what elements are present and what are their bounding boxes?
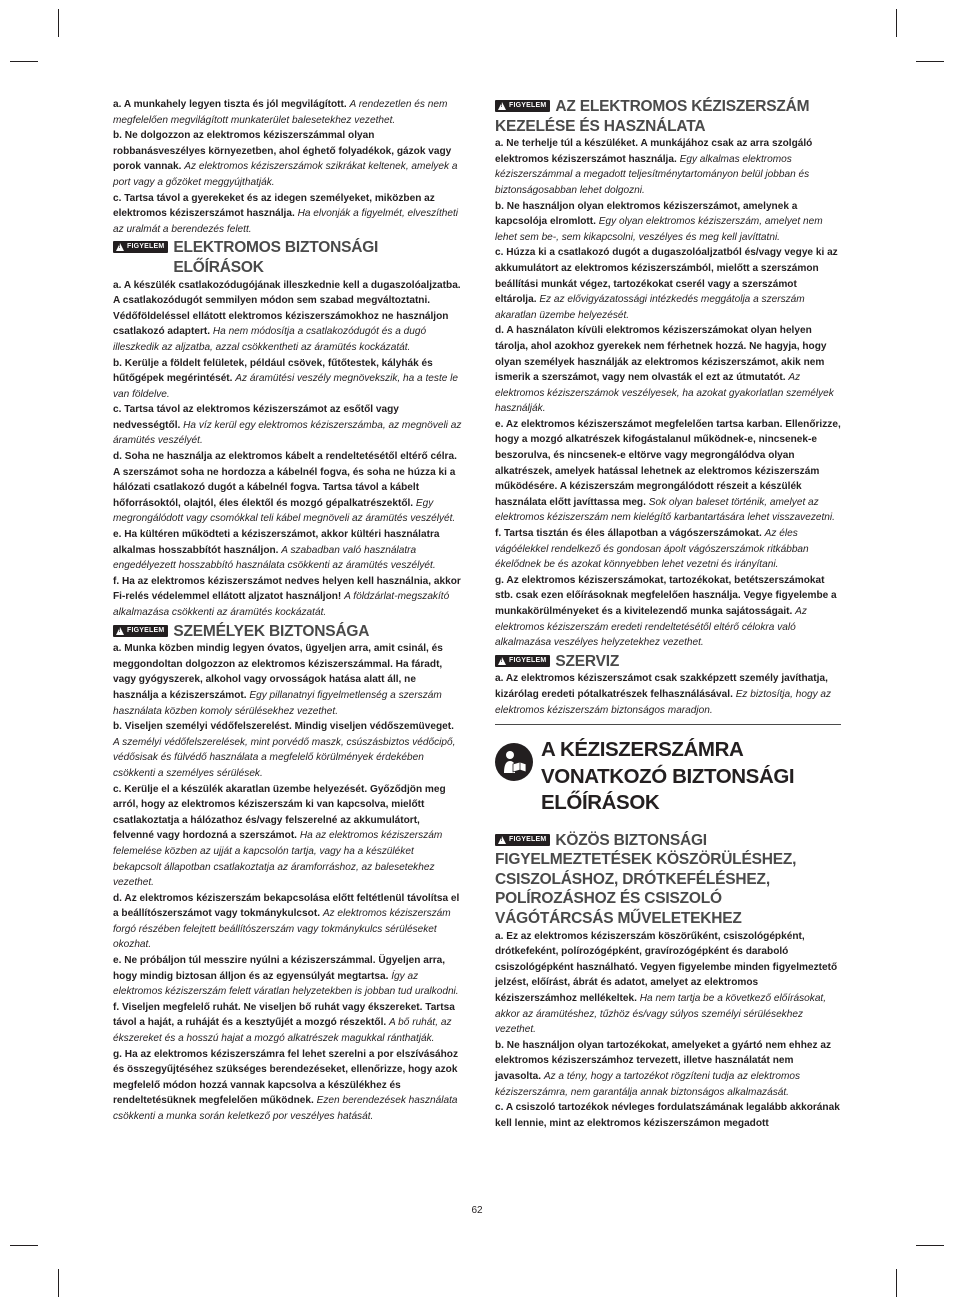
rule-paragraph — [113, 719, 462, 781]
rule-instruction: a. Ne terhelje túl a készüléket. A munkájához csak az arra szolgáló elektromos kéziszerszámot használja. — [495, 138, 813, 165]
rule-paragraph — [113, 1000, 462, 1047]
rule-explanation: Az elektromos kéziszerszámok szikrákat keltenek, amelyek a port vagy a gőzöket meggyújthatják. — [113, 161, 458, 188]
rule-instruction: e. Ne próbáljon túl messzire nyúlni a kéziszerszámmal. Ügyeljen arra, hogy mindig biztosan álljon és az egyensúlyát megtartsa. — [113, 955, 446, 982]
rule-paragraph — [495, 1100, 841, 1131]
section-heading-electrical: ! FIGYELEM ELEKTROMOS BIZTONSÁGI ELŐÍRÁSOK — [113, 238, 462, 277]
rule-paragraph — [495, 417, 841, 526]
rule-paragraph — [495, 245, 841, 323]
service-rules — [495, 671, 841, 718]
crop-mark — [10, 1245, 38, 1246]
rule-paragraph — [495, 323, 841, 417]
crop-mark — [896, 1269, 897, 1297]
rule-explanation: Egy pillanatnyi figyelmetlenség a szerszám használata közben komoly sérülésekhez vezethet. — [113, 689, 442, 717]
rule-instruction: b. Ne használjon olyan tartozékokat, amelyeket a gyártó nem ehhez az elektromos kéziszerszámhoz tervezett, illetve használatát nem javasolta. — [495, 1039, 832, 1082]
rule-explanation: Ha az elektromos kéziszerszám felemelése közben az ujját a kapcsolón tartja, vagy ha a készüléket bekapcsolt állapotban csatlakoztatja az áramforráshoz, az balesetekhez vezethet. — [113, 830, 443, 889]
rule-instruction: c. A csiszoló tartozékok névleges fordulatszámának legalább akkorának kell lennie, mint az elektromos kéziszerszámon megadott — [495, 1102, 840, 1129]
rule-explanation: A személyi védőfelszerelések, mint porvédő maszk, csúszásbiztos védőcipő, védősisak és fülvédő használata a megfelelő körülmények érdekében csökkenti a személyes sérülések. — [113, 736, 456, 779]
warning-triangle-icon — [116, 627, 124, 635]
personal-rules — [113, 641, 462, 1124]
tool-safety-title: A KÉZISZERSZÁMRA VONATKOZÓ BIZTONSÁGI ELŐÍRÁSOK — [541, 738, 795, 815]
left-column — [113, 97, 462, 1125]
read-manual-icon-glyph — [499, 747, 529, 777]
rule-instruction: c. Tartsa távol a gyerekeket és az idegen személyeket, miközben az elektromos kéziszerszámot használja. — [113, 192, 435, 220]
rule-instruction: f. Ha az elektromos kéziszerszámot nedves helyen kell használnia, akkor Fi-relés védelemmel ellátott aljzatot használjon! — [113, 575, 461, 603]
rule-paragraph — [113, 356, 462, 403]
rule-instruction: e. Az elektromos kéziszerszámot megfelelően tartsa karban. Ellenőrizze, hogy a mozgó alkatrészek kifogástalanul működnek-e, nincsenek-e beszorulva, és nincsenek-e eltörve vagy megrongálódva olyan alkatrészek, amelyek hatással lehetnek az elektromos kéziszerszám működésére. A kéziszerszám megrongálódott részeit a készülék használata előtt javíttassa meg. — [495, 418, 841, 508]
rule-explanation: Ha nem módosítja a csatlakozódugót és a dugó illeszkedik az aljzatba, azzal csökkentheti az áramütés kockázatát. — [113, 326, 427, 353]
rule-explanation: Így az elektromos kéziszerszám felett váratlan helyzetekben is jobban tud uralkodni. — [113, 970, 459, 998]
common-rules — [495, 929, 841, 1132]
rule-explanation: Az áramütési veszély megnövekszik, ha a teste le van földelve. — [113, 373, 459, 400]
rule-instruction: b. Ne használjon olyan elektromos kéziszerszámot, amelynek a kapcsolója elromlott. — [495, 200, 798, 228]
crop-mark — [916, 61, 944, 62]
warning-triangle-icon — [498, 836, 506, 844]
rule-paragraph — [495, 929, 841, 1038]
rule-explanation: Egy alkalmas elektromos kéziszerszámmal a megadott teljesítménytartományon belül jobban és biztonságosabban lehet dolgozni. — [495, 153, 810, 196]
rule-instruction: f. Viseljen megfelelő ruhát. Ne viseljen bő ruhát vagy ékszereket. Tartsa távol a haját, a ruháját és a kesztyűjét a mozgó részektől. — [113, 1001, 455, 1029]
rule-explanation: Az elektromos kéziszerszám eredeti rendeltetésétől eltérő célokra való alkalmazása veszélyes helyzetekhez vezethet. — [495, 606, 807, 649]
section-heading-use: ! FIGYELEM AZ ELEKTROMOS KÉZISZERSZÁM KEZELÉSE ÉS HASZNÁLATA — [495, 97, 841, 136]
rule-paragraph — [495, 671, 841, 718]
rule-paragraph — [495, 1038, 841, 1100]
tool-safety-title-block — [495, 737, 841, 817]
rule-explanation: Az éles vágóélekkel rendelkező és gondosan ápolt vágószerszámok ritkábban ékelődnek be és azokat könnyebben lehet vezetni és irányítani. — [495, 528, 809, 571]
rule-instruction: d. A használaton kívüli elektromos kéziszerszámokat olyan helyen tárolja, ahol azokhoz gyerekek nem férhetnek hozzá. Ne hagyja, hogy olyan személyek használják az elektromos kéziszerszámot, akik nem ismerik a szerszámot, vagy nem olvasták el ezt az útmutatót. — [495, 325, 827, 384]
rule-explanation: Ha elvonják a figyelmét, elveszítheti az uralmát a berendezés felett. — [113, 208, 459, 235]
crop-mark — [896, 9, 897, 37]
rule-paragraph — [113, 891, 462, 953]
rule-paragraph — [113, 278, 462, 356]
rule-paragraph — [113, 402, 462, 449]
rule-explanation: A földzárlat-megszakító alkalmazása csökkenti az áramütés kockázatát. — [113, 591, 450, 618]
rule-instruction: e. Ha kültéren működteti a kéziszerszámot, akkor kültéri használatra alkalmas hosszabbítót használjon. — [113, 529, 440, 556]
rule-explanation: Ezen berendezések használata csökkenti a munka során keletkező por veszélyes hatását. — [113, 1095, 458, 1122]
crop-mark — [58, 1269, 59, 1297]
rule-explanation: A rendezetlen és nem megfelelően megvilágított munkaterület balesetekhez vezethet. — [113, 99, 448, 126]
rule-explanation: Ha víz kerül egy elektromos kéziszerszámba, az megnöveli az áramütés veszélyét. — [113, 419, 462, 447]
rule-explanation: Ez az elővigyázatossági intézkedés meggátolja a szerszám akaratlan üzembe helyezését. — [495, 294, 805, 321]
read-manual-icon — [495, 743, 533, 781]
rule-instruction: a. A munkahely legyen tiszta és jól megvilágított. — [113, 99, 347, 110]
rule-paragraph — [113, 191, 462, 238]
rule-paragraph — [113, 97, 462, 128]
rule-explanation: Ha nem tartja be a következő előírásokat, akkor az áramütéshez, tűzhöz és/vagy súlyos személyi sérülésekhez vezethet. — [495, 993, 827, 1036]
rule-paragraph — [113, 782, 462, 891]
page-number: 62 — [471, 1205, 483, 1216]
right-column — [495, 97, 841, 1131]
rule-instruction: c. Húzza ki a csatlakozó dugót a dugaszolóaljzatból és/vagy vegye ki az akkumulátort az elektromos kéziszerszámból, mielőtt a szerszámon beállítási munkát végez, tartozékokat cserél vagy a szerszámot eltárolja. — [495, 247, 838, 306]
rule-paragraph — [113, 641, 462, 719]
warning-triangle-icon — [498, 102, 506, 110]
rule-instruction: f. Tartsa tisztán és éles állapotban a vágószerszámokat. — [495, 528, 762, 540]
intro-rules — [113, 97, 462, 237]
rule-paragraph — [495, 526, 841, 573]
rule-paragraph — [495, 199, 841, 246]
rule-instruction: g. Ha az elektromos kéziszerszámra fel lehet szerelni a por elszívásához és összegyűjtéséhez szükséges berendezéseket, ellenőrizze, hogy azok megfelelő módon hozzá vannak kapcsolva a készülékhez és rendeltetésüknek megfelelően működnek. — [113, 1048, 459, 1107]
rule-explanation: A bő ruhát, az ékszereket és a hosszú hajat a mozgó alkatrészek magukkal ránthatják. — [113, 1017, 452, 1045]
crop-mark — [916, 1245, 944, 1246]
rule-paragraph — [113, 449, 462, 527]
rule-explanation: Ez biztosítja, hogy az elektromos kéziszerszám biztonságos maradjon. — [495, 688, 832, 716]
rule-paragraph — [113, 953, 462, 1000]
rule-instruction: d. Soha ne használja az elektromos kábelt a rendeltetésétől eltérő célra. A szerszámot soha ne hordozza a kábelnél fogva, és soha ne húzza ki a hálózati csatlakozó dugót a kábelnél fogva. Tartsa távol a kábelt hőforrásoktól, olajtól, éles élektől és mozgó gépalkatrészektől. — [113, 451, 457, 509]
warning-triangle-icon — [116, 243, 124, 251]
rule-explanation: Egy megrongálódott vagy csomókkal teli kábel megnöveli az áramütés veszélyét. — [113, 497, 456, 525]
rule-explanation: Az elektromos kéziszerszámok veszélyesek, ha azokat gyakorlatlan személyek használják. — [495, 372, 834, 415]
rule-instruction: a. Ez az elektromos kéziszerszám köszörűként, csiszológépként, drótkefeként, polírozógépként, gravírozógépként és daraboló csiszológépként használható. Vegyen figyelembe minden figyelmeztető jelzést, előírást, ábrát és adatot, amelyet az elektromos kéziszerszámhoz mellékeltek. — [495, 930, 838, 1004]
rule-instruction: c. Kerülje el a készülék akaratlan üzembe helyezését. Győződjön meg arról, hogy az elektromos kéziszerszám ki van kapcsolva, mielőtt csatlakoztatja a hálózathoz és/vagy felszerelné az akkumulátort, felvenné vagy hordozná a szerszámot. — [113, 783, 446, 842]
rule-instruction: b. Kerülje a földelt felületek, például csövek, fűtőtestek, kályhák és hűtőgépek megérintését. — [113, 357, 433, 385]
rule-explanation: Az elektromos kéziszerszám forgó részében felejtett beállítószerszám vagy tokmánykulcs sérüléseket okozhat. — [113, 908, 451, 951]
rule-paragraph — [495, 136, 841, 198]
section-heading-personal: ! FIGYELEM SZEMÉLYEK BIZTONSÁGA — [113, 622, 462, 642]
warning-badge: ! FIGYELEM — [113, 241, 168, 253]
rule-instruction: a. Az elektromos kéziszerszámot csak szakképzett személy javíthatja, kizárólag eredeti pótalkatrészek felhasználásával. — [495, 673, 828, 700]
use-rules — [495, 136, 841, 651]
section-divider — [495, 724, 841, 725]
warning-triangle-icon — [498, 657, 506, 665]
rule-instruction: a. A készülék csatlakozódugójának illeszkednie kell a dugaszolóaljzatba. A csatlakozódugót semmilyen módon sem szabad megváltoztatni. Védőföldeléssel ellátott elektromos kéziszerszámokhoz ne használjon csatlakozó adaptert. — [113, 279, 461, 338]
rule-paragraph — [113, 527, 462, 574]
rule-explanation: A szabadban való használatra engedélyezett hosszabbító használata csökkenti az áramütés veszélyét. — [113, 544, 436, 572]
crop-mark — [58, 9, 59, 37]
section-heading-common: ! FIGYELEM KÖZÖS BIZTONSÁGI FIGYELMEZTETÉSEK KÖSZÖRÜLÉSHEZ, CSISZOLÁSHOZ, DRÓTKEFÉLÉSHEZ, POLÍROZÁSHOZ ÉS CSISZOLÓ VÁGÓTÁRCSÁS MŰVELETEKHEZ — [495, 831, 841, 929]
rule-explanation: Az a tény, hogy a tartozékot rögzíteni tudja az elektromos kéziszerszámra, nem garantálja annak biztonságos alkalmazását. — [495, 1070, 801, 1098]
electrical-rules — [113, 278, 462, 621]
warning-badge: ! FIGYELEM — [495, 100, 550, 112]
rule-instruction: g. Az elektromos kéziszerszámokat, tartozékokat, betétszerszámokat stb. csak ezen előírásoknak megfelelően használja. Vegye figyelembe a munkakörülményeket és a kivitelezendő munka sajátosságait. — [495, 574, 837, 617]
rule-instruction: d. Az elektromos kéziszerszám bekapcsolása előtt feltétlenül távolítsa el a beállítószerszámot vagy tokmánykulcsot. — [113, 892, 460, 920]
rule-instruction: a. Munka közben mindig legyen óvatos, ügyeljen arra, amit csinál, és meggondoltan dolgozzon az elektromos kéziszerszámmal. Ha fáradt, vagy gyógyszerek, alkohol vagy orvosságok hatása alatt áll, ne használja a kéziszerszámot. — [113, 643, 443, 701]
rule-instruction: b. Ne dolgozzon az elektromos kéziszerszámmal olyan robbanásveszélyes környezetben, ahol éghető folyadékok, gázok vagy porok vannak. — [113, 130, 452, 173]
warning-badge: ! FIGYELEM — [495, 834, 550, 846]
rule-explanation: Egy olyan elektromos kéziszerszám, amelyet nem lehet sem be-, sem kikapcsolni, veszélyes és meg kell javíttatni. — [495, 216, 823, 243]
rule-paragraph — [495, 573, 841, 651]
warning-badge: ! FIGYELEM — [495, 655, 550, 667]
rule-paragraph — [113, 128, 462, 190]
rule-instruction: c. Tartsa távol az elektromos kéziszerszámot az esőtől vagy nedvességtől. — [113, 404, 399, 431]
warning-badge: ! FIGYELEM — [113, 625, 168, 637]
rule-paragraph — [113, 574, 462, 621]
rule-paragraph — [113, 1047, 462, 1125]
rule-instruction: b. Viseljen személyi védőfelszerelést. Mindig viseljen védőszemüveget. — [113, 721, 454, 733]
rule-explanation: Sok olyan baleset történik, amelyet az elektromos kéziszerszám nem kielégítő karbantartására lehet visszavezetni. — [495, 496, 835, 524]
section-heading-service: ! FIGYELEM SZERVIZ — [495, 652, 841, 672]
crop-mark — [10, 61, 38, 62]
